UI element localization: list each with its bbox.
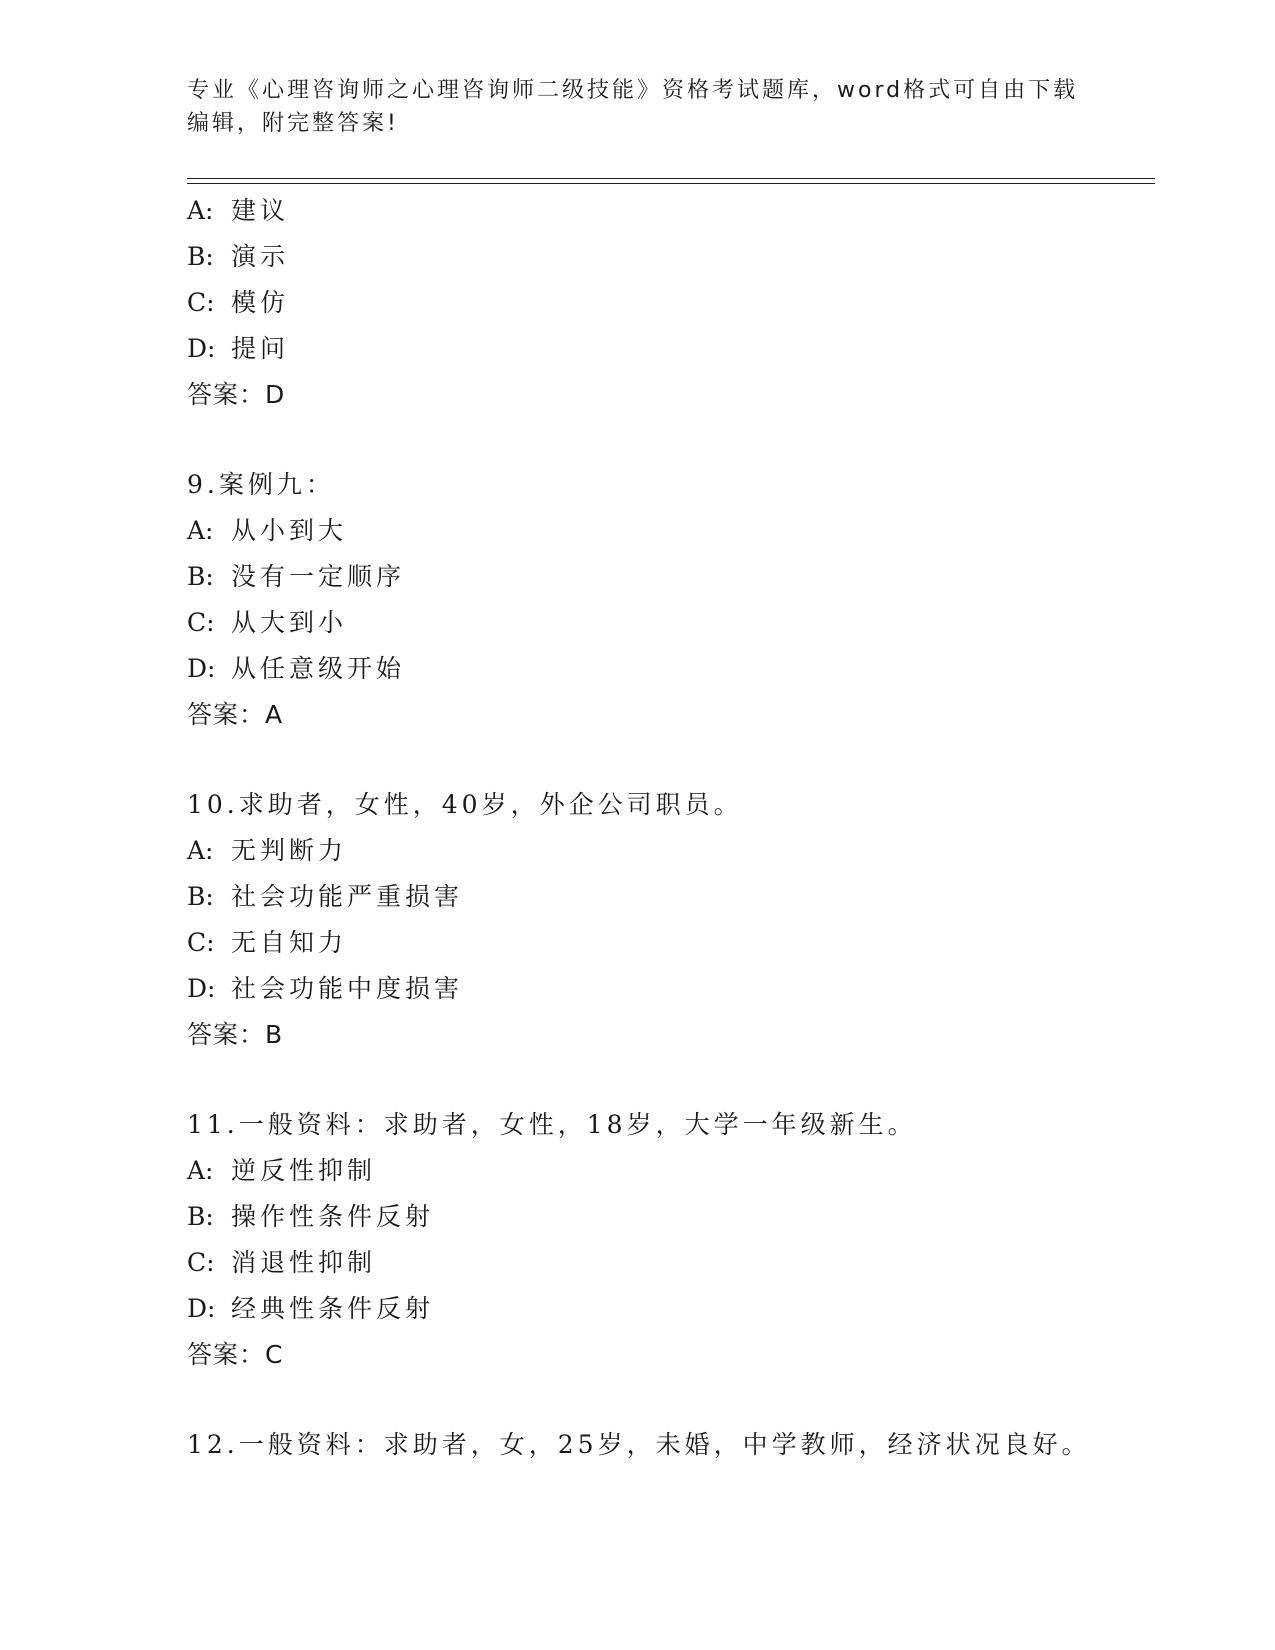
option-label: B: [187, 1202, 214, 1231]
document-header [187, 74, 1087, 140]
option-d [187, 966, 1155, 1012]
option-text: 从任意级开始 [231, 654, 406, 683]
answer: 答案：D [187, 380, 286, 409]
option-text: 消退性抑制 [231, 1248, 377, 1277]
option-a [187, 188, 1155, 234]
header-line-2: 编辑，附完整答案! [187, 111, 399, 136]
header-rule-bottom [187, 183, 1155, 184]
option-text: 从大到小 [231, 608, 348, 637]
option-text: 操作性条件反射 [231, 1202, 435, 1231]
option-d [187, 1286, 1155, 1332]
question-item-9 [187, 462, 1155, 738]
option-text: 社会功能严重损害 [231, 882, 464, 911]
question-stem: 11.一般资料：求助者，女性，18岁，大学一年级新生。 [187, 1110, 917, 1139]
option-a [187, 1148, 1155, 1194]
option-b [187, 234, 1155, 280]
option-label: C: [187, 288, 215, 317]
question-stem: 12.一般资料：求助者，女，25岁，未婚，中学教师，经济状况良好。 [187, 1430, 1091, 1459]
option-text: 无自知力 [231, 928, 348, 957]
option-label: B: [187, 242, 214, 271]
answer: 答案：A [187, 700, 284, 729]
option-d [187, 326, 1155, 372]
option-label: B: [187, 882, 214, 911]
option-text: 无判断力 [231, 836, 348, 865]
question-item-12 [187, 1422, 1155, 1468]
option-label: D: [187, 1294, 216, 1323]
option-label: A: [187, 836, 214, 865]
header-rule-top [187, 178, 1155, 179]
option-a [187, 828, 1155, 874]
option-text: 没有一定顺序 [231, 562, 406, 591]
option-c [187, 1240, 1155, 1286]
question-stem: 10.求助者，女性，40岁，外企公司职员。 [187, 790, 743, 819]
question-item-11 [187, 1102, 1155, 1378]
question-stem: 9.案例九： [187, 470, 335, 499]
option-label: C: [187, 928, 215, 957]
question-item-8 [187, 188, 1155, 418]
option-b [187, 874, 1155, 920]
header-line-1: 专业《心理咨询师之心理咨询师二级技能》资格考试题库，word格式可自由下载 [187, 78, 1079, 103]
option-text: 社会功能中度损害 [231, 974, 464, 1003]
question-list [187, 188, 1155, 1512]
option-b [187, 554, 1155, 600]
option-label: D: [187, 334, 216, 363]
option-label: A: [187, 516, 214, 545]
option-text: 提问 [231, 334, 290, 363]
option-text: 经典性条件反射 [231, 1294, 435, 1323]
option-text: 模仿 [231, 288, 290, 317]
option-text: 演示 [231, 242, 290, 271]
option-label: C: [187, 1248, 215, 1277]
option-text: 从小到大 [231, 516, 348, 545]
option-label: B: [187, 562, 214, 591]
option-text: 建议 [231, 196, 290, 225]
option-c [187, 280, 1155, 326]
option-text: 逆反性抑制 [231, 1156, 377, 1185]
option-label: A: [187, 196, 214, 225]
option-label: D: [187, 654, 216, 683]
option-label: A: [187, 1156, 214, 1185]
option-label: D: [187, 974, 216, 1003]
option-label: C: [187, 608, 215, 637]
question-item-10 [187, 782, 1155, 1058]
option-c [187, 600, 1155, 646]
option-c [187, 920, 1155, 966]
answer: 答案：B [187, 1020, 284, 1049]
answer: 答案：C [187, 1340, 284, 1369]
option-b [187, 1194, 1155, 1240]
option-d [187, 646, 1155, 692]
option-a [187, 508, 1155, 554]
